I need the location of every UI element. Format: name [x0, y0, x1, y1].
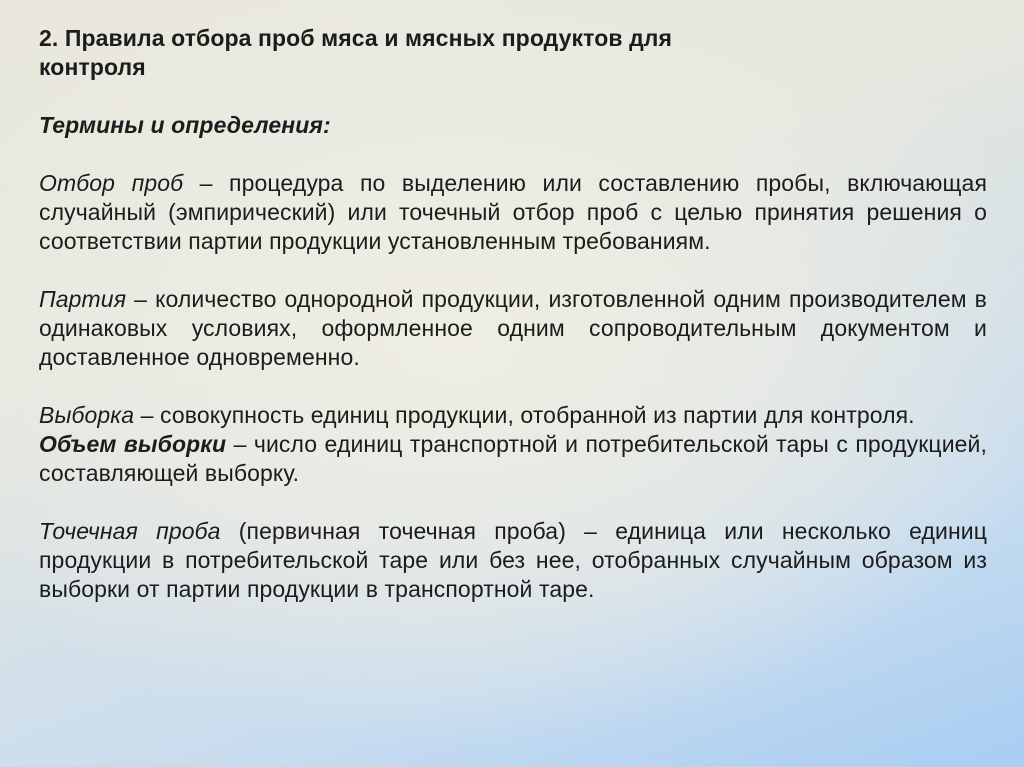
- definition-spot-sample: [39, 517, 987, 604]
- definition-term: Выборка: [39, 402, 135, 428]
- definition-text: (первичная точечная проба) – единица или несколько единиц продукции в потребительской таре или без нее, отобранных случайным образом из выборки от партии продукции в транспортной таре.: [39, 518, 987, 602]
- definition-term: Партия: [39, 286, 127, 312]
- definition-sample-size: [39, 430, 987, 488]
- title-line-1: 2. Правила отбора проб мяса и мясных продуктов для: [39, 25, 673, 51]
- definition-text: – число единиц транспортной и потребительской тары с продукцией, составляющей выборку.: [39, 431, 987, 486]
- slide-content: [39, 24, 987, 604]
- definition-term: Объем выборки: [39, 431, 227, 457]
- spacer: [39, 372, 987, 401]
- section-subtitle: Термины и определения:: [39, 112, 331, 138]
- definition-text: – количество однородной продукции, изготовленной одним производителем в одинаковых условиях, оформленное одним сопроводительным документом и доставленное одновременно.: [39, 286, 987, 370]
- title-line-2: контроля: [39, 54, 146, 80]
- definition-text: – совокупность единиц продукции, отобранной из партии для контроля.: [134, 402, 915, 428]
- slide-title: [39, 24, 987, 82]
- definition-term: Точечная проба: [39, 518, 221, 544]
- definition-text: – процедура по выделению или составлению пробы, включающая случайный (эмпирический) или точечный отбор проб с целью принятия решения о соответствии партии продукции установленным требованиям.: [39, 170, 987, 254]
- spacer: [39, 256, 987, 285]
- definition-batch: [39, 285, 987, 372]
- definition-sampling: [39, 169, 987, 256]
- spacer: [39, 140, 987, 169]
- definition-term: Отбор проб: [39, 170, 184, 196]
- spacer: [39, 488, 987, 517]
- definition-sample: [39, 401, 987, 430]
